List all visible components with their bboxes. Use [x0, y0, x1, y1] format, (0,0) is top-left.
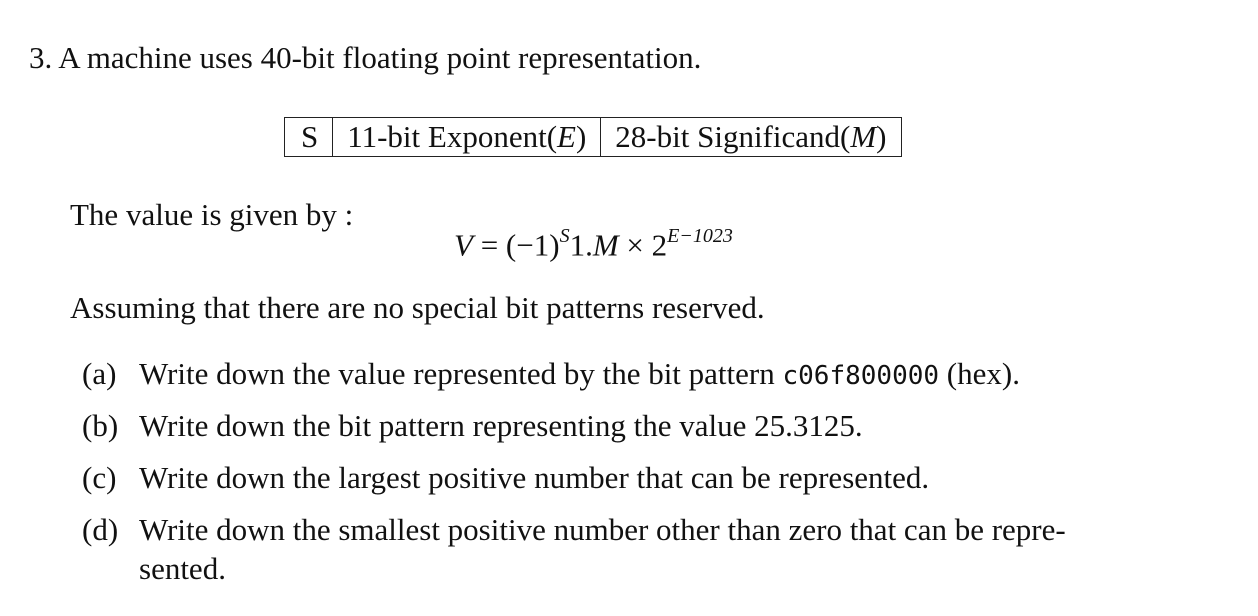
problem-heading: 3. A machine uses 40-bit floating point representation. — [29, 40, 702, 75]
exponent-var: E — [557, 119, 576, 154]
significand-field-cell — [600, 118, 900, 156]
hex-code: c06f800000 — [782, 361, 940, 391]
significand-close: ) — [876, 119, 887, 154]
sign-field-label: S — [301, 119, 319, 154]
question-item-a — [82, 356, 1020, 394]
item-label: (a) — [82, 356, 117, 391]
exponent-field-cell — [332, 118, 600, 156]
item-text-after: (hex). — [939, 356, 1020, 391]
item-text: Write down the smallest positive number other than zero that can be repre- — [139, 512, 1066, 547]
question-item-d — [82, 512, 1066, 548]
formula-lhs: V — [454, 227, 473, 263]
item-text: Write down the value represented by the bit pattern — [139, 356, 783, 391]
exponent-field-label: 11-bit Exponent( — [347, 119, 558, 154]
formula-exp: E−1023 — [667, 225, 733, 247]
question-item-d-continued: sented. — [139, 551, 226, 586]
formula-mantissa: 1. — [569, 227, 593, 263]
formula-sign-exp: S — [559, 225, 570, 247]
item-label: (b) — [82, 408, 119, 443]
item-text: Write down the largest positive number that can be represented. — [139, 460, 930, 495]
question-item-b — [82, 408, 863, 444]
significand-var: M — [850, 119, 877, 154]
question-item-c — [82, 460, 929, 496]
item-text: Write down the bit pattern representing the value 25.3125. — [139, 408, 863, 443]
format-table — [284, 117, 902, 157]
value-formula — [454, 227, 733, 263]
item-label: (c) — [82, 460, 117, 495]
formula-times: × 2 — [618, 227, 668, 263]
formula-M: M — [592, 227, 619, 263]
formula-eq: = (−1) — [472, 227, 560, 263]
value-intro: The value is given by : — [70, 197, 354, 232]
exponent-close: ) — [575, 119, 587, 154]
item-label: (d) — [82, 512, 119, 547]
assumption-text: Assuming that there are no special bit patterns reserved. — [70, 290, 765, 325]
significand-field-label: 28-bit Significand( — [615, 119, 851, 154]
sign-field-cell — [285, 118, 332, 156]
